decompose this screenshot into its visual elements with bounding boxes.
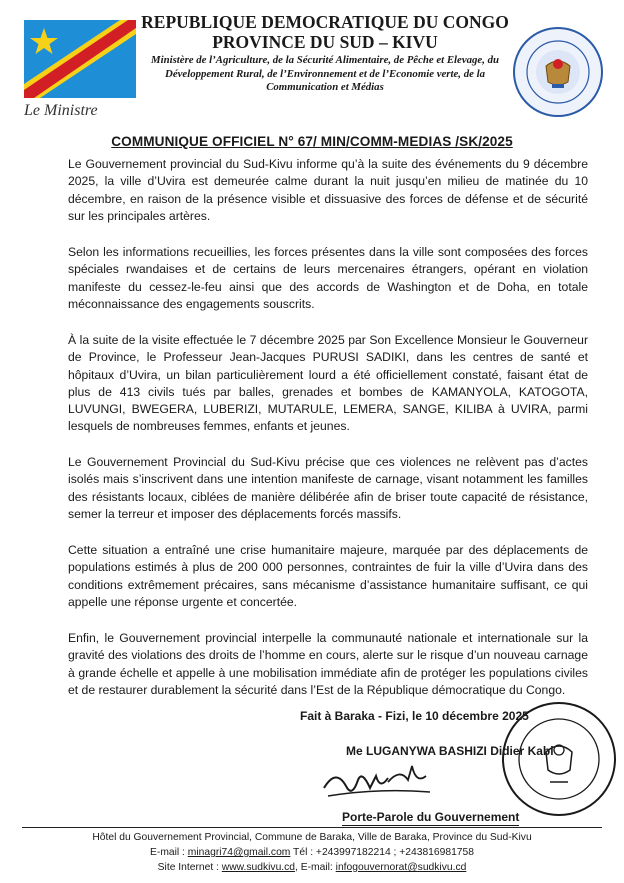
email-link[interactable]: minagri74@gmail.com <box>187 847 291 858</box>
signature-icon <box>318 758 440 808</box>
provincial-seal <box>512 26 604 118</box>
province-name: PROVINCE DU SUD – KIVU <box>212 32 438 52</box>
country-name: REPUBLIQUE DEMOCRATIQUE DU CONGO <box>141 12 509 32</box>
signer-name: Me LUGANYWA BASHIZI Didier Kabi <box>346 744 554 758</box>
phone-numbers: Tél : +243997182214 ; +243816981758 <box>290 847 474 858</box>
paragraph-6: Enfin, le Gouvernement provincial interpelle la communauté nationale et internationale sur la gravité des violations des droits de l’homme en cours, alerte sur le risque d’un nouveau carnage à grande échelle et appelle à une mobilisation immédiate afin de protéger les populations civiles et de restaurer durablement la sécurité dans l’Est de la République démocratique du Congo. <box>68 631 588 697</box>
handwritten-signature <box>318 758 440 808</box>
official-stamp <box>500 700 618 818</box>
drc-flag-icon <box>24 20 136 98</box>
website-label: Site Internet : <box>157 862 222 873</box>
footer-web-line <box>0 860 624 875</box>
footer-divider <box>22 827 602 828</box>
paragraph-3: À la suite de la visite effectuée le 7 décembre 2025 par Son Excellence Monsieur le Gouverneur de Province, le Professeur Jean-Jacques PURUSI SADIKI, dans les centres de santé et hôpitaux d’Uvira, un bilan particulièrement lourd a été officiellement constaté, faisant état de plus de 413 civils tués par balles, grenades et bombes de KAMANYOLA, KATOGOTA, LUVUNGI, BWEGERA, LUBERIZI, MUTARULE, LEMERA, SANGE, KILIBA à UVIRA, parmi lesquels de nombreuses femmes, enfants et jeunes. <box>68 333 588 434</box>
email-label: E-mail : <box>150 847 188 858</box>
paragraph-4: Le Gouvernement Provincial du Sud-Kivu précise que ces violences ne relèvent pas d’actes isolés mais s’inscrivent dans une intention manifeste de carnage, visant notamment les familles des résistants locaux, ciblées de manière délibérée afin de briser toute capacité de résistance, semer la terreur et imposer des déplacements forcés massifs. <box>68 455 588 521</box>
footer-address: Hôtel du Gouvernement Provincial, Commune de Baraka, Ville de Baraka, Province du Sud-Kivu <box>92 832 532 843</box>
seal-icon <box>512 26 604 118</box>
drc-flag <box>24 20 136 98</box>
communique-title: COMMUNIQUE OFFICIEL N° 67/ MIN/COMM-MEDIAS /SK/2025 <box>111 134 513 149</box>
paragraph-2: Selon les informations recueillies, les forces présentes dans la ville sont composées des forces spéciales rwandaises et de certains de leurs mercenaires étrangers, opérant en violation manifeste du cessez-le-feu ainsi que des accords de Washington et de Doha, en totale méconnaissance des engagements souscrits. <box>68 245 588 311</box>
footer <box>0 830 624 875</box>
website-link[interactable]: www.sudkivu.cd <box>221 862 296 873</box>
header-title-block <box>140 12 510 95</box>
stamp-icon <box>500 700 618 818</box>
place-date: Fait à Baraka - Fizi, le 10 décembre 2025 <box>300 709 529 723</box>
minister-label: Le Ministre <box>24 102 98 119</box>
paragraph-1: Le Gouvernement provincial du Sud-Kivu informe qu’à la suite des événements du 9 décembre 2025, la ville d’Uvira est demeurée calme durant la nuit jusqu’en milieu de matinée du 10 décembre, en raison de la présence visible et dissuasive des forces de défense et de sécurité sur les principales artères. <box>68 157 588 223</box>
footer-contact-line <box>0 845 624 860</box>
signer-role: Porte-Parole du Gouvernement <box>342 810 520 824</box>
ministry-name: Ministère de l’Agriculture, de la Sécurité Alimentaire, de Pêche et Elevage, du Développement Rural, de l’Environnement et de l’Economie verte, de la Communication et Médias <box>150 54 500 93</box>
paragraph-5: Cette situation a entraîné une crise humanitaire majeure, marquée par des déplacements de populations estimés à plus de 200 000 personnes, contraintes de fuir la ville d’Uvira dans des conditions extrêmement précaires, sans mécanisme d’assistance humanitaire suffisant, ce qui appelle une réponse urgente et concertée. <box>68 543 588 609</box>
email2-link[interactable]: infogouvernorat@sudkivu.cd <box>335 862 467 873</box>
email2-label: , E-mail: <box>295 862 336 873</box>
